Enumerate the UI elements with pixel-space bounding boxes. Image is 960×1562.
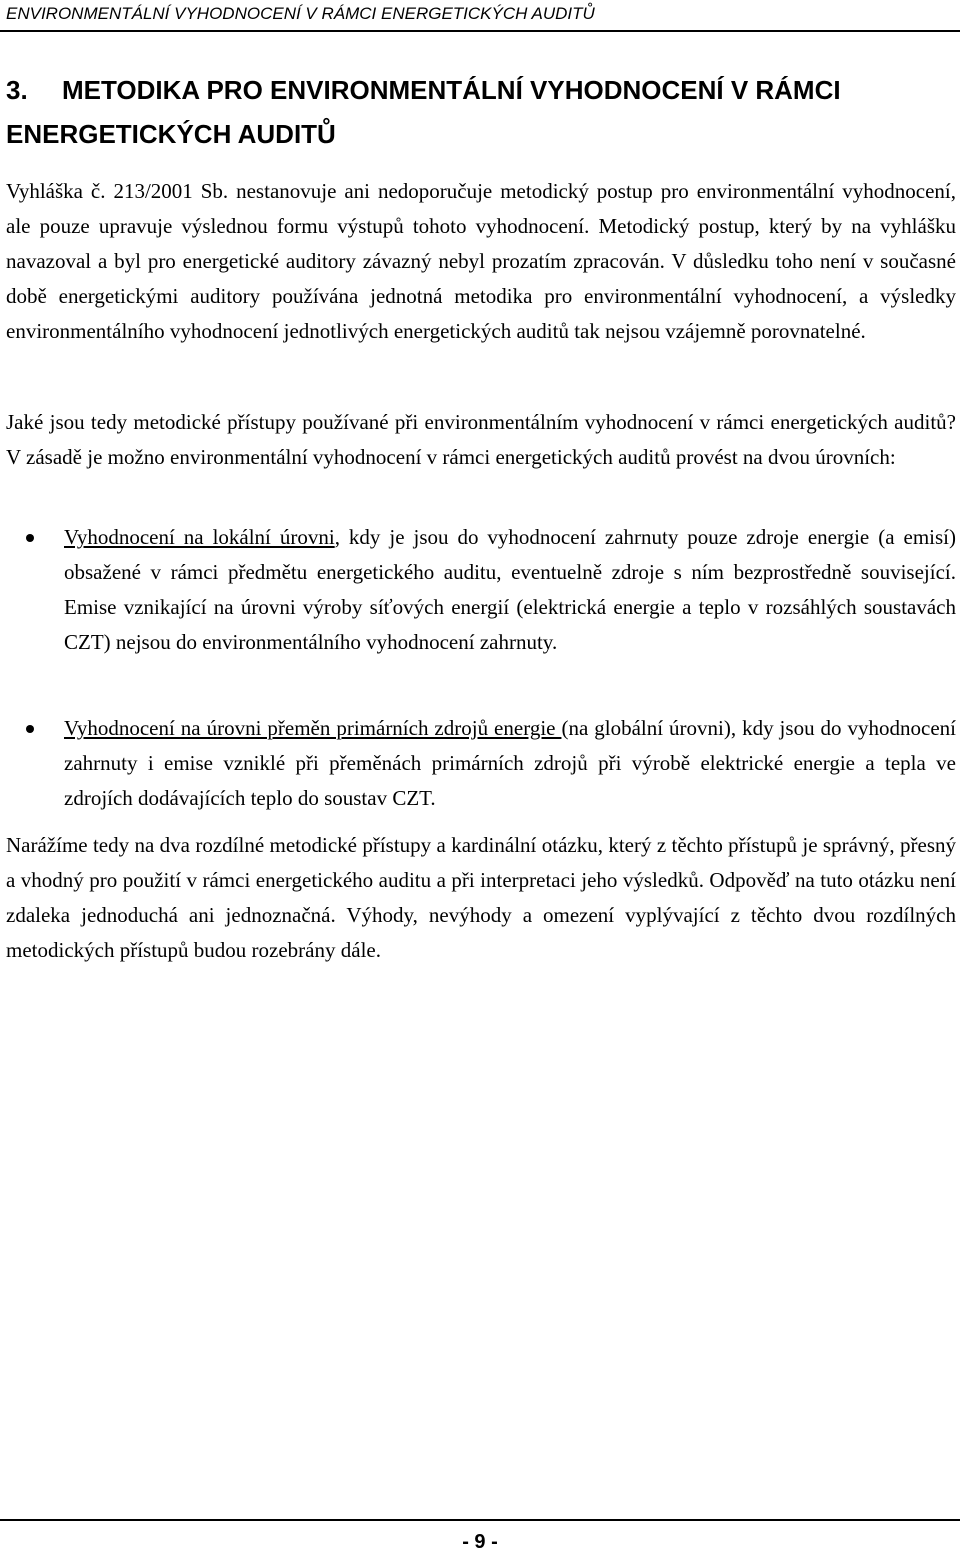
section-number: 3. (6, 75, 28, 105)
paragraph-conclusion: Narážíme tedy na dva rozdílné metodické přístupy a kardinální otázku, který z těchto přístupů je správný, přesný a vhodný pro použití v rámci energetického auditu a při interpretaci jeho výsledků. Odpověď na tuto otázku není zdaleka jednoduchá ani jednoznačná. Výhody, nevýhody a omezení vyplývající z těchto dvou rozdílných metodických přístupů budou rozebrány dále. (6, 833, 956, 962)
paragraph-question: Jaké jsou tedy metodické přístupy používané při environmentálním vyhodnocení v rámci energetických auditů? V zásadě je možno environmentální vyhodnocení v rámci energetických auditů provést na dvou úrovních: (6, 410, 956, 469)
section-heading (6, 68, 956, 156)
list-item-lead: Vyhodnocení na úrovni přeměn primárních zdrojů energie (64, 716, 562, 740)
section-title: METODIKA PRO ENVIRONMENTÁLNÍ VYHODNOCENÍ V RÁMCI ENERGETICKÝCH AUDITŮ (6, 75, 841, 149)
list-item (64, 711, 956, 816)
list-item (64, 520, 956, 660)
bullet-icon (26, 725, 34, 733)
footer-divider (0, 1519, 960, 1521)
list-item-text: (na globální úrovni), kdy jsou do vyhodnocení zahrnuty i emise vzniklé při přeměnách primárních zdrojů při výrobě elektrické energie a tepla ve zdrojích dodávajících teplo do soustav CZT. (64, 716, 956, 810)
running-header: ENVIRONMENTÁLNÍ VYHODNOCENÍ V RÁMCI ENERGETICKÝCH AUDITŮ (6, 4, 595, 23)
bullet-icon (26, 534, 34, 542)
list-item-text: , kdy je jsou do vyhodnocení zahrnuty pouze zdroje energie (a emisí) obsažené v rámci předmětu energetického auditu, eventuelně zdroje s ním bezprostředně související. Emise vznikající na úrovni výroby síťových energií (elektrická energie a teplo v rozsáhlých soustavách CZT) nejsou do environmentálního vyhodnocení zahrnuty. (64, 525, 956, 654)
list-item-lead: Vyhodnocení na lokální úrovni (64, 525, 335, 549)
header-divider (0, 30, 960, 32)
page-number: - 9 - (462, 1531, 498, 1553)
paragraph-intro: Vyhláška č. 213/2001 Sb. nestanovuje ani nedoporučuje metodický postup pro environmentální vyhodnocení, ale pouze upravuje výslednou formu výstupů tohoto vyhodnocení. Metodický postup, který by na vyhlášku navazoval a byl pro energetické auditory závazný nebyl prozatím zpracován. V důsledku toho není v současné době energetickými auditory používána jednotná metodika pro environmentální vyhodnocení, a výsledky environmentálního vyhodnocení jednotlivých energetických auditů tak nejsou vzájemně porovnatelné. (6, 179, 956, 343)
